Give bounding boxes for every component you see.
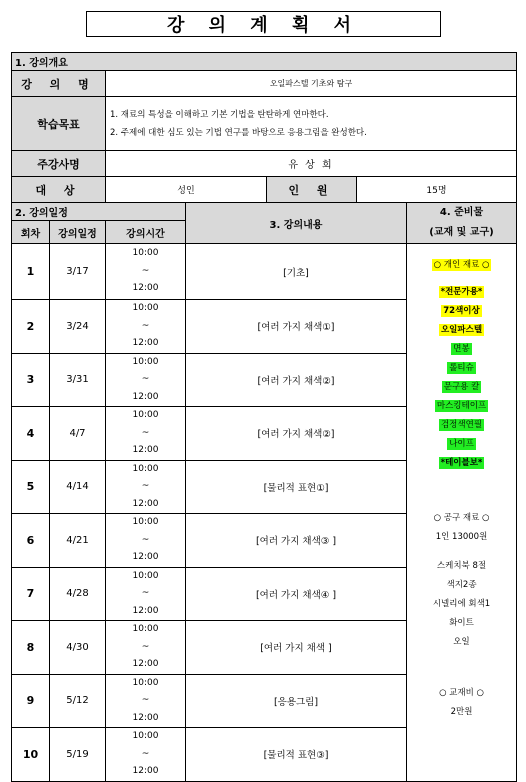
session-content: [여러 가지 채색②]	[186, 353, 407, 407]
time-start: 10:00	[132, 517, 159, 527]
time-start: 10:00	[132, 624, 159, 634]
session-number: 2	[12, 300, 50, 354]
personal-materials-header	[407, 256, 516, 275]
goal-1: 1. 재료의 특성을 이해하고 기본 기법을 탄탄하게 연마한다.	[110, 109, 329, 120]
session-date: 3/31	[50, 353, 106, 407]
time-separator: ~	[141, 748, 150, 759]
goal-2: 2. 주제에 대한 심도 있는 기법 연구를 바탕으로 응용그림을 완성한다.	[110, 127, 367, 138]
session-content: [여러 가지 채색④ ]	[186, 567, 407, 621]
time-end: 12:00	[132, 552, 159, 562]
materials-header-line-1: 4. 준비물	[439, 207, 484, 218]
personal-materials-header-text: ○ 개인 재료 ○	[433, 260, 490, 270]
goals-label: 학습목표	[12, 97, 106, 151]
materials-header-line-2: (교재 및 교구)	[429, 227, 494, 238]
personal-material-item	[407, 283, 516, 302]
overview-section-label: 1. 강의개요	[12, 53, 517, 71]
session-date: 4/30	[50, 621, 106, 675]
course-name-row	[12, 71, 517, 97]
content-header: 3. 강의내용	[186, 203, 407, 244]
time-start: 10:00	[132, 356, 159, 367]
personal-material-item-text: 롤티슈	[449, 363, 474, 373]
session-number: 9	[12, 674, 50, 728]
time-column-header: 강의시간	[106, 221, 186, 244]
schedule-header-row-1	[12, 203, 517, 221]
lecture-plan-table	[11, 52, 517, 782]
time-end: 12:00	[132, 766, 159, 776]
time-start: 10:00	[132, 248, 159, 259]
session-content: [여러 가지 채색①]	[186, 300, 407, 354]
session-content: [물리적 표현①]	[186, 460, 407, 514]
session-date: 5/19	[50, 728, 106, 782]
personal-material-item-text: 마스킹테이프	[436, 401, 487, 411]
fee-value	[407, 703, 516, 722]
personal-material-item-text: 문구용 칼	[443, 382, 480, 392]
time-start: 10:00	[132, 570, 159, 581]
common-materials-header	[407, 509, 516, 528]
personal-material-item-text: *테이블보*	[440, 458, 483, 468]
personal-material-item	[407, 359, 516, 378]
personal-material-item-text: 오일파스텔	[440, 325, 483, 335]
session-date: 4/14	[50, 460, 106, 514]
common-materials-price-text: 1인 13000원	[435, 532, 488, 542]
time-separator: ~	[141, 374, 150, 384]
headcount-label: 인 원	[267, 177, 357, 203]
personal-material-item-text: 72색이상	[443, 306, 480, 316]
session-number: 10	[12, 728, 50, 782]
common-materials-price	[407, 528, 516, 547]
goals-value	[106, 97, 517, 151]
fee-value-text: 2만원	[450, 707, 473, 717]
session-content: [응용그림]	[186, 674, 407, 728]
common-materials-header-text: ○ 공구 재료 ○	[433, 513, 490, 523]
session-column-header: 회차	[12, 221, 50, 244]
session-content: [물리적 표현③]	[186, 728, 407, 782]
time-end: 12:00	[132, 283, 159, 294]
session-time	[106, 567, 186, 621]
personal-material-item-text: 나이프	[449, 439, 474, 449]
time-separator: ~	[141, 534, 150, 545]
personal-material-item-text: *전문가용*	[440, 287, 483, 297]
time-separator: ~	[141, 320, 150, 331]
instructor-row	[12, 151, 517, 177]
personal-material-item	[407, 321, 516, 340]
time-start: 10:00	[132, 463, 159, 474]
time-start: 10:00	[132, 731, 159, 741]
personal-material-item-text: 검정색연필	[440, 420, 483, 430]
session-number: 7	[12, 567, 50, 621]
session-content: [여러 가지 채색 ]	[186, 621, 407, 675]
headcount-value: 15명	[357, 177, 517, 203]
common-material-item-text: 오일	[453, 637, 470, 647]
session-time	[106, 353, 186, 407]
session-number: 6	[12, 514, 50, 568]
session-date: 3/17	[50, 244, 106, 300]
session-number: 3	[12, 353, 50, 407]
course-name-value: 오일파스텔 기초와 탐구	[106, 71, 517, 97]
session-time	[106, 244, 186, 300]
session-date: 5/12	[50, 674, 106, 728]
personal-material-item	[407, 302, 516, 321]
session-time	[106, 407, 186, 461]
time-end: 12:00	[132, 391, 159, 402]
time-start: 10:00	[132, 303, 159, 313]
common-material-item	[407, 614, 516, 633]
common-material-item	[407, 595, 516, 614]
session-number: 5	[12, 460, 50, 514]
instructor-value: 유 상 희	[106, 151, 517, 177]
personal-material-item	[407, 378, 516, 397]
common-material-item	[407, 557, 516, 576]
course-name-label: 강 의 명	[12, 71, 106, 97]
session-date: 4/28	[50, 567, 106, 621]
time-end: 12:00	[132, 659, 159, 669]
personal-material-item	[407, 435, 516, 454]
document-title: 강 의 계 획 서	[86, 11, 441, 37]
personal-material-item	[407, 454, 516, 473]
personal-material-item	[407, 340, 516, 359]
time-end: 12:00	[132, 605, 159, 616]
time-end: 12:00	[132, 498, 159, 509]
time-end: 12:00	[132, 338, 159, 348]
session-time	[106, 460, 186, 514]
personal-material-item	[407, 397, 516, 416]
time-separator: ~	[141, 641, 150, 652]
fee-header	[407, 684, 516, 703]
time-separator: ~	[141, 427, 150, 438]
session-time	[106, 728, 186, 782]
time-separator: ~	[141, 481, 150, 491]
session-number: 8	[12, 621, 50, 675]
target-row	[12, 177, 517, 203]
materials-cell	[407, 244, 517, 782]
session-date: 4/7	[50, 407, 106, 461]
time-end: 12:00	[132, 712, 159, 723]
session-content: [기초]	[186, 244, 407, 300]
session-content: [여러 가지 채색③ ]	[186, 514, 407, 568]
common-material-item	[407, 633, 516, 652]
session-date: 3/24	[50, 300, 106, 354]
common-material-item	[407, 576, 516, 595]
common-material-item-text: 스케치북 8절	[436, 561, 487, 571]
time-start: 10:00	[132, 677, 159, 688]
time-separator: ~	[141, 588, 150, 598]
time-separator: ~	[141, 265, 150, 276]
schedule-row	[12, 244, 517, 300]
session-time	[106, 674, 186, 728]
target-label: 대 상	[12, 177, 106, 203]
instructor-label: 주강사명	[12, 151, 106, 177]
fee-header-text: ○ 교재비 ○	[439, 688, 484, 698]
session-time	[106, 300, 186, 354]
session-time	[106, 514, 186, 568]
session-content: [여러 가지 채색②]	[186, 407, 407, 461]
overview-section-row	[12, 53, 517, 71]
session-date: 4/21	[50, 514, 106, 568]
personal-material-item-text: 면봉	[453, 344, 470, 354]
goals-row	[12, 97, 517, 151]
materials-header	[407, 203, 517, 244]
target-value: 성인	[106, 177, 267, 203]
time-start: 10:00	[132, 410, 159, 420]
session-number: 4	[12, 407, 50, 461]
common-material-item-text: 화이트	[449, 618, 474, 628]
date-column-header: 강의일정	[50, 221, 106, 244]
time-end: 12:00	[132, 445, 159, 455]
schedule-section-label: 2. 강의일정	[12, 203, 186, 221]
personal-material-item	[407, 416, 516, 435]
session-number: 1	[12, 244, 50, 300]
time-separator: ~	[141, 695, 150, 705]
common-material-item-text: 시넬리에 회색1	[432, 599, 491, 609]
common-material-item-text: 색지2종	[446, 580, 477, 590]
session-time	[106, 621, 186, 675]
